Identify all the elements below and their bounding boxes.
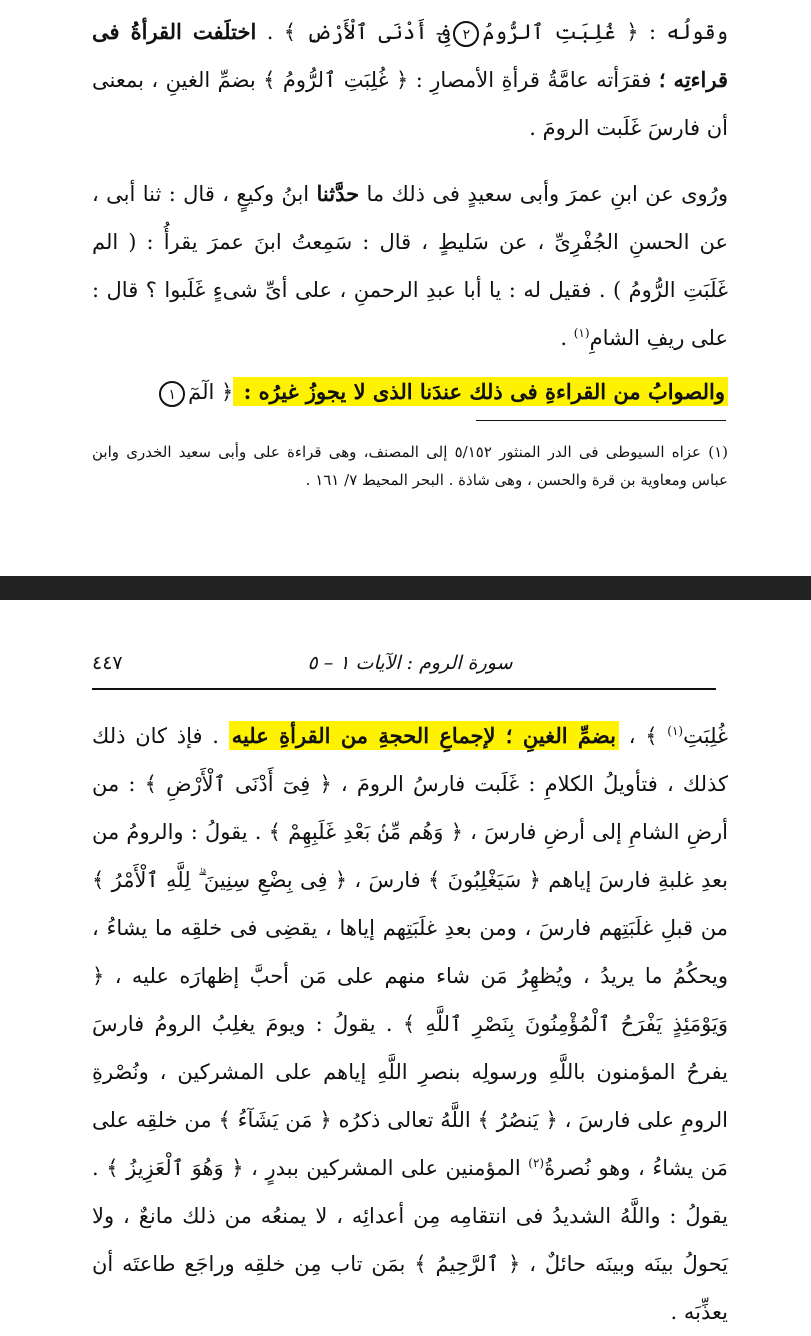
running-head	[92, 648, 728, 684]
text-run: . فإذ كان ذلك كذلك ، فتأويلُ الكلامِ : غَلَبت فارسُ الرومَ ، ﴿ فِىٓ أَدْنَى ٱلْأَرْضِ ﴾ : من أرضِ الشامِ إلى أرضِ فارسَ ، ﴿ وَهُم مِّنۢ بَعْدِ غَلَبِهِمْ ﴾ . يقولُ : والرومُ من بعدِ غلبةِ فارسَ إياهم ﴿ سَيَغْلِبُونَ ﴾ فارسَ ، ﴿ فِى بِضْعِ سِنِينَ ۗ لِلَّهِ ٱلْأَمْرُ ﴾ من قبلِ غلَبَتِهم فارسَ ، ومن بعدِ غلَبَتِهم إياها ، يقضِى فى خلقِه ما يشاءُ ، ويحكُمُ ما يريدُ ، ويُظهِرُ مَن شاء منهم على مَن أحبَّ إظهارَه عليه ، ﴿ وَيَوْمَئِذٍ يَفْرَحُ ٱلْمُؤْمِنُونَ بِنَصْرِ ٱللَّهِ ﴾ . يقولُ : ويومَ يغلِبُ الرومُ فارسَ يفرحُ المؤمنون باللَّهِ ورسولِه بنصرِ اللَّهِ إياهم على المشركين ، ونُصْرةِ الرومِ على فارسَ ، ﴿ يَنصُرُ ﴾ اللَّهُ تعالى ذكرُه ﴿ مَن يَشَآءُ ﴾ من خلقِه على مَن يشاءُ ، وهو نُصرةُ	[92, 724, 728, 1180]
footnote-marker: (١)	[667, 724, 684, 738]
bold-text: حدَّثنا	[316, 181, 360, 206]
footnote-1: (١) عزاه السيوطى فى الدر المنثور ٥/١٥٢ إلى المصنف، وهى قراءة على وأبى سعيد الخدرى وابن عباس ومعاوية بن قرة والحسن ، وهى شاذة . البحر المحيط ٧/ ١٦١ .	[92, 443, 728, 489]
text-run: .	[560, 326, 574, 350]
footnote-rule	[476, 420, 726, 421]
footnote-marker: (٢)	[528, 1156, 545, 1170]
text-run: وقولُه :	[638, 20, 729, 44]
verse-number-ornament: ٢	[453, 21, 479, 47]
verse-number-ornament: ١	[159, 381, 185, 407]
text-run: المؤمنين على المشركين ببدرٍ ، ﴿ وَهُوَ ٱلْعَزِيزُ ﴾ . يقولُ : واللَّهُ الشديدُ فى انتقامِه مِن أعدائِه ، لا يمنعُه من ذلك مانعٌ ، ولا يَحولُ بينَه وبينَه حائلٌ ، ﴿ ٱلرَّحِيمُ ﴾ بمَن تاب مِن خلقِه وراجَع طاعتَه أن يعذِّبَه .	[92, 1156, 728, 1324]
highlighted-text: بضمِّ الغينِ ؛ لإجماعِ الحجةِ من القرأةِ عليه	[229, 721, 619, 750]
header-rule	[92, 688, 716, 690]
quran-verse-text: غُلِبَتِ	[683, 724, 729, 748]
paragraph-reading-variants	[92, 8, 728, 152]
quran-verse-text: ﴾ ،	[618, 724, 668, 748]
quran-verse-text: ﴿ الٓمٓ	[188, 380, 234, 404]
surah-title: سورة الروم : الآيات ١ – ٥	[307, 652, 513, 674]
quran-verse-text: ﴿ غُلِبَتِ ٱلرُّومُ	[482, 20, 639, 44]
paragraph-narration	[92, 170, 728, 362]
text-run: ابنُ وكيعٍ ، قال : ثنا أبى ، عن الحسنِ الجُفْرِىِّ ، عن سَليطٍ ، قال : سَمِعتُ ابنَ عمرَ يقرأُ : ( الم غَلَبَتِ الرُّومُ ) . فقيل له : يا أبا عبدِ الرحمنِ ، على أىِّ شىءٍ غَلَبوا ؟ قال : على ريفِ الشامِ	[92, 182, 728, 350]
bottom-page-body	[92, 712, 728, 1336]
text-run: ورُوى عن ابنِ عمرَ وأبى سعيدٍ فى ذلك ما	[359, 182, 728, 206]
top-page	[0, 0, 811, 576]
top-page-body	[92, 8, 728, 416]
bold-text: اختلَفت القرأةُ فى قراءتِه ؛	[92, 19, 728, 92]
footnote-marker: (١)	[573, 326, 590, 340]
quran-verse-text: فِىٓ أَدْنَى ٱلْأَرْضِ ﴾ .	[256, 20, 451, 44]
paragraph-tafsir	[92, 712, 728, 1336]
highlighted-text: والصوابُ من القراءةِ فى ذلك عندَنا الذى لا يجوزُ غيرُه :	[233, 377, 728, 406]
page-number: ٤٤٧	[92, 652, 123, 674]
text-run: فقرَأته عامَّةُ قرأةِ الأمصارِ : ﴿ غُلِبَتِ ٱلرُّومُ ﴾ بضمِّ الغينِ ، بمعنى أن فارسَ غَلَبت الرومَ .	[92, 68, 728, 140]
page-separator	[0, 576, 811, 600]
paragraph-correct-reading	[92, 368, 728, 416]
